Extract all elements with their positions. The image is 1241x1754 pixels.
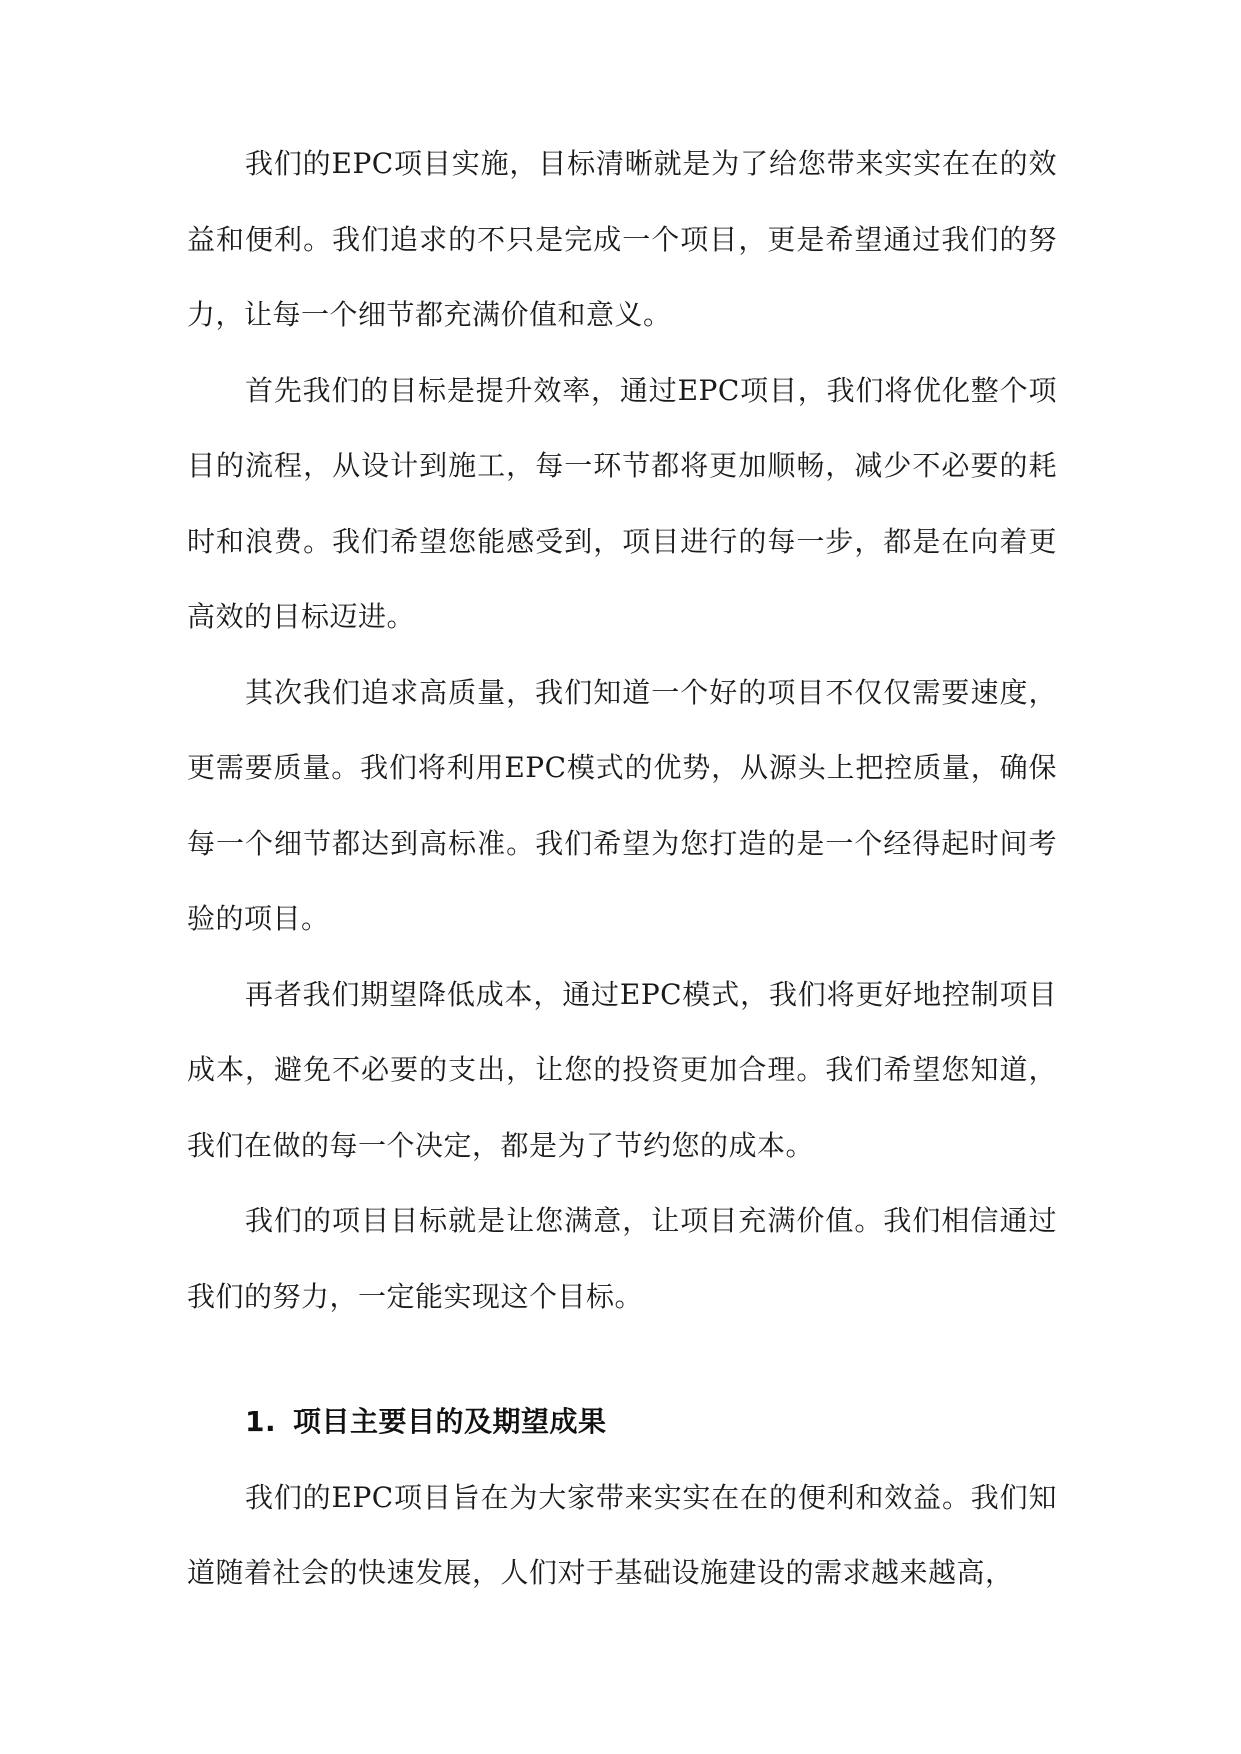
section-heading [187, 1384, 1057, 1460]
section-number: 1. [245, 1405, 277, 1438]
paragraph-efficiency: 首先我们的目标是提升效率，通过EPC项目，我们将优化整个项目的流程，从设计到施工，每一环节都将更加顺畅，减少不必要的耗时和浪费。我们希望您能感受到，项目进行的每一步，都是在向着更高效的目标迈进。 [187, 373, 1057, 633]
document-body [187, 126, 1057, 1611]
section-paragraph: 我们的EPC项目旨在为大家带来实实在在的便利和效益。我们知道随着社会的快速发展，人们对于基础设施建设的需求越来越高， [187, 1480, 1057, 1589]
paragraph-conclusion: 我们的项目目标就是让您满意，让项目充满价值。我们相信通过我们的努力，一定能实现这个目标。 [187, 1204, 1057, 1313]
section-title: 项目主要目的及期望成果 [293, 1405, 607, 1438]
paragraph-intro: 我们的EPC项目实施，目标清晰就是为了给您带来实实在在的效益和便利。我们追求的不只是完成一个项目，更是希望通过我们的努力，让每一个细节都充满价值和意义。 [187, 147, 1057, 331]
paragraph-cost: 再者我们期望降低成本，通过EPC模式，我们将更好地控制项目成本，避免不必要的支出，让您的投资更加合理。我们希望您知道，我们在做的每一个决定，都是为了节约您的成本。 [187, 977, 1057, 1162]
paragraph-quality: 其次我们追求高质量，我们知道一个好的项目不仅仅需要速度，更需要质量。我们将利用EPC模式的优势，从源头上把控质量，确保每一个细节都达到高标准。我们希望为您打造的是一个经得起时间考验的项目。 [187, 675, 1057, 935]
